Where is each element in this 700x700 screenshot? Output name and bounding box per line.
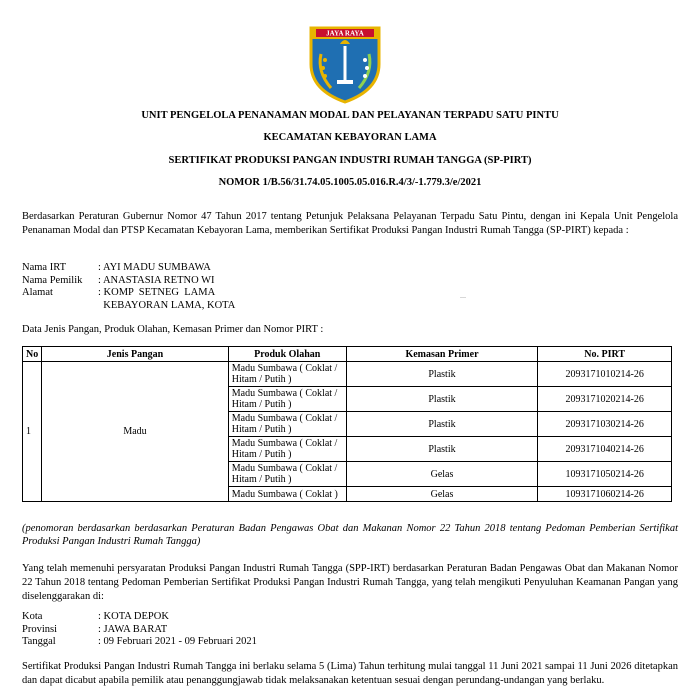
cell-kemasan: Plastik xyxy=(346,387,538,412)
faint-mark: ... xyxy=(460,291,466,300)
heading-certificate-title: SERTIFIKAT PRODUKSI PANGAN INDUSTRI RUMAH TANGGA (SP-PIRT) xyxy=(168,155,532,166)
table-header-row xyxy=(23,347,672,362)
nama-irt-label: Nama IRT xyxy=(22,262,66,273)
cell-pirt: 1093171060214-26 xyxy=(538,487,672,502)
header-produk-olahan: Produk Olahan xyxy=(228,347,346,362)
cell-pirt: 2093171040214-26 xyxy=(538,437,672,462)
pirt-table xyxy=(22,346,672,502)
alamat-label: Alamat xyxy=(22,287,53,298)
tanggal-value: : 09 Februari 2021 - 09 Februari 2021 xyxy=(98,636,257,647)
location-block xyxy=(22,611,257,649)
nama-pemilik-label: Nama Pemilik xyxy=(22,274,83,286)
cell-pirt: 1093171050214-26 xyxy=(538,462,672,487)
numbering-note: (penomoran berdasarkan berdasarkan Peraturan Badan Pengawas Obat dan Makanan Nomor 22 Tahun 2018 tentang Pedoman Pemberian Sertifikat Produksi Pangan Industri Rumah Tangga) xyxy=(22,523,678,547)
header-no-pirt: No. PIRT xyxy=(538,347,672,362)
alamat-value-line2: KEBAYORAN LAMA, KOTA xyxy=(98,299,236,311)
heading-certificate-number: NOMOR 1/B.56/31.74.05.1005.05.016.R.4/3/-1.779.3/e/2021 xyxy=(218,177,482,188)
cell-pirt: 2093171010214-26 xyxy=(538,362,672,387)
cell-produk: Madu Sumbawa ( Coklat ) xyxy=(228,487,346,502)
cell-kemasan: Plastik xyxy=(346,437,538,462)
cell-produk: Madu Sumbawa ( Coklat / Hitam / Putih ) xyxy=(228,387,346,412)
cell-kemasan: Gelas xyxy=(346,487,538,502)
crest-motto: JAYA RAYA xyxy=(326,29,364,38)
cell-kemasan: Plastik xyxy=(346,362,538,387)
heading-kecamatan: KECAMATAN KEBAYORAN LAMA xyxy=(263,132,437,143)
kota-label: Kota xyxy=(22,611,43,622)
cell-pirt: 2093171020214-26 xyxy=(538,387,672,412)
table-row xyxy=(23,362,672,387)
kota-value: : KOTA DEPOK xyxy=(98,611,169,622)
cell-no: 1 xyxy=(23,362,42,502)
header-no: No xyxy=(23,347,42,362)
cell-kemasan: Gelas xyxy=(346,462,538,487)
cell-produk: Madu Sumbawa ( Coklat / Hitam / Putih ) xyxy=(228,362,346,387)
heading-unit: UNIT PENGELOLA PENANAMAN MODAL DAN PELAYANAN TERPADU SATU PINTU xyxy=(141,110,559,121)
alamat-value: : KOMP SETNEG LAMA xyxy=(98,287,216,298)
nama-pemilik-value: : ANASTASIA RETNO WI xyxy=(98,274,215,286)
header-jenis-pangan: Jenis Pangan xyxy=(42,347,229,362)
table-caption: Data Jenis Pangan, Produk Olahan, Kemasan Primer dan Nomor PIRT : xyxy=(22,324,324,335)
cell-produk: Madu Sumbawa ( Coklat / Hitam / Putih ) xyxy=(228,437,346,462)
requirements-paragraph: Yang telah memenuhi persyaratan Produksi Pangan Industri Rumah Tangga (SPP-IRT) berdasarkan Peraturan Badan Pengawas Obat dan Makanan Nomor 22 Tahun 2018 tentang Pedoman Pemberian Sertifikat Produksi Pangan Industri Rumah Tangga, yang telah mengikuti Penyuluhan Keamanan Pangan yang diselenggarakan di: xyxy=(22,563,678,602)
provinsi-label: Provinsi xyxy=(22,623,58,635)
cell-pirt: 2093171030214-26 xyxy=(538,412,672,437)
cell-produk: Madu Sumbawa ( Coklat / Hitam / Putih ) xyxy=(228,462,346,487)
tanggal-label: Tanggal xyxy=(22,636,56,647)
identity-block xyxy=(22,262,235,312)
jaya-raya-crest-icon xyxy=(307,24,383,104)
header-kemasan-primer: Kemasan Primer xyxy=(346,347,538,362)
validity-paragraph: Sertifikat Produksi Pangan Industri Rumah Tangga ini berlaku selama 5 (Lima) Tahun terhitung mulai tanggal 11 Juni 2021 sampai 11 Juni 2026 ditetapkan dan dapat dicabut apabila pemilik atau penanggungjawab tidak melaksanakan ketentuan sesuai dengan perundang-undangan yang berlaku. xyxy=(22,661,678,686)
provinsi-value: : JAWA BARAT xyxy=(98,623,168,635)
nama-irt-value: : AYI MADU SUMBAWA xyxy=(98,262,211,273)
cell-produk: Madu Sumbawa ( Coklat / Hitam / Putih ) xyxy=(228,412,346,437)
intro-paragraph: Berdasarkan Peraturan Gubernur Nomor 47 Tahun 2017 tentang Petunjuk Pelaksana Pelayanan Terpadu Satu Pintu, dengan ini Kepala Unit Pengelola Penanaman Modal dan PTSP Kecamatan Kebayoran Lama, memberikan Sertifikat Produksi Pangan Industri Rumah Tangga (SP-PIRT) kepada : xyxy=(22,211,678,236)
cell-kemasan: Plastik xyxy=(346,412,538,437)
cell-jenis-pangan: Madu xyxy=(42,362,229,502)
